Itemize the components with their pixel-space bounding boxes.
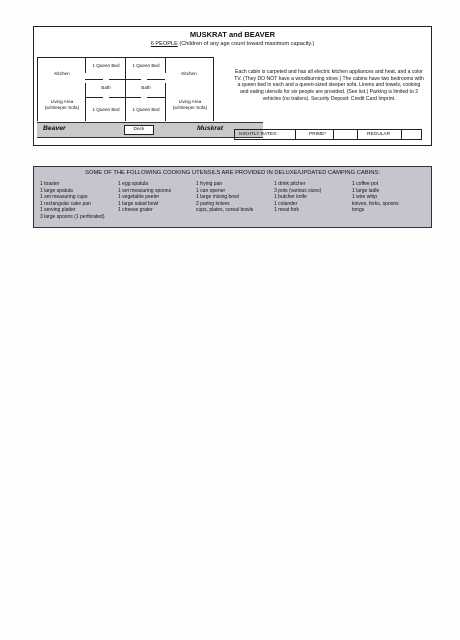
rates-divider	[333, 130, 334, 139]
utensils-heading: SOME OF THE FOLLOWING COOKING UTENSILS ARE PROVIDED IN DELUXE/UPDATED CAMPING CABINS:	[85, 170, 380, 176]
capacity-note: (Children of any age count toward maximum capacity.)	[177, 41, 315, 47]
plan-wall	[213, 57, 214, 121]
muskrat-label: Muskrat	[197, 125, 224, 132]
utensil-item: 1 butcher knife	[274, 194, 307, 200]
utensil-item: 1 can opener	[196, 187, 226, 194]
rates-divider	[357, 130, 358, 139]
utensil-item: 1 drink pitcher	[274, 181, 306, 187]
floor-plan	[37, 57, 263, 165]
room-kitchen-left: Kitchen	[54, 71, 70, 76]
utensil-item: 1 set measuring cups	[40, 194, 88, 200]
utensil-item: 3 pots (various sizes)	[274, 187, 322, 194]
utensils-column-1	[40, 181, 104, 220]
plan-wall	[37, 57, 38, 121]
utensil-item: 1 large ladle	[352, 187, 380, 194]
utensil-item: 1 set measuring spoons	[118, 187, 172, 194]
plan-wall	[147, 79, 165, 80]
plan-wall	[109, 97, 125, 98]
rates-divider	[295, 130, 296, 139]
utensils-column-2	[118, 181, 171, 214]
capacity-line	[34, 41, 431, 47]
cabin-name-bar	[37, 122, 263, 138]
utensils-column-3	[196, 181, 253, 214]
rates-prime: PRIME*	[309, 131, 327, 137]
utensil-item: 1 cheese grater	[118, 207, 153, 213]
utensil-item: 1 rectangular cake pan	[40, 200, 91, 207]
plan-wall	[125, 57, 126, 121]
utensil-item: 2 paring knives	[196, 200, 230, 207]
utensil-item: 1 frying pan	[196, 181, 223, 187]
utensils-card	[33, 166, 432, 228]
plan-wall	[165, 57, 166, 73]
utensil-item: 1 large spatula	[40, 187, 73, 194]
room-kitchen-right: Kitchen	[181, 71, 197, 76]
utensil-item: knives, forks, spoons	[352, 200, 399, 207]
utensil-item: 1 large mixing bowl	[196, 194, 239, 200]
utensil-item: 1 serving platter	[40, 207, 76, 213]
utensil-item: 1 colander	[274, 200, 298, 207]
utensil-item: 1 toaster	[40, 181, 60, 187]
room-bed-top-right: 1 Queen Bed	[132, 63, 160, 68]
room-bath-right: Bath	[141, 85, 151, 90]
cabin-description: Each cabin is carpeted and has all electric kitchen appliances and heat, and a color TV. (They DO NOT have a woodburning stove.) The cabins have two bedrooms with a queen bed in each and a queen-sized sleeper sofa. Linens and towels, cooking and eating utensils for six people are provided. (See list.) Parking is limited to 2 vehicles (no trailers). Security Deposit: Credit Card Imprint.	[234, 69, 424, 102]
plan-wall	[85, 97, 103, 98]
utensil-item: cups, plates, cereal bowls	[196, 207, 254, 213]
room-bed-bottom-right: 1 Queen Bed	[132, 107, 160, 112]
plan-wall	[85, 79, 103, 80]
utensil-item: tongs	[352, 207, 365, 213]
plan-wall	[165, 83, 166, 121]
capacity-emphasis: 6 PEOPLE	[150, 41, 178, 47]
plan-wall	[109, 79, 125, 80]
utensils-column-5	[352, 181, 399, 214]
utensil-item: 1 coffee pot	[352, 181, 379, 187]
room-bed-bottom-left: 1 Queen Bed	[92, 107, 120, 112]
rates-label: NIGHTLY RATES:	[239, 131, 278, 137]
utensil-item: 1 vegetable peeler	[118, 194, 160, 200]
nightly-rates-box	[234, 129, 422, 140]
cabin-info-card	[33, 26, 432, 146]
room-bath-left: Bath	[101, 85, 111, 90]
plan-wall	[147, 97, 165, 98]
utensil-item: 1 meat fork	[274, 207, 300, 213]
rates-regular: REGULAR	[367, 131, 391, 137]
rates-divider	[401, 130, 402, 139]
utensil-item: 1 egg spatula	[118, 181, 149, 187]
plan-wall	[125, 79, 141, 80]
plan-wall	[125, 97, 141, 98]
utensils-column-4	[274, 181, 321, 214]
plan-wall	[85, 57, 86, 73]
beaver-label: Beaver	[43, 125, 66, 132]
cabin-title: MUSKRAT and BEAVER	[189, 30, 276, 39]
utensil-item: 1 large salad bowl	[118, 200, 159, 207]
deck-box: Deck	[124, 125, 154, 135]
utensil-item: 1 wire whip	[352, 194, 378, 200]
plan-wall	[85, 83, 86, 121]
room-living-left: Living Area (w/Sleeper Sofa)	[44, 99, 80, 110]
room-bed-top-left: 1 Queen Bed	[92, 63, 120, 68]
utensil-item: 3 large spoons (1 perforated)	[40, 213, 105, 220]
room-living-right: Living Area (w/Sleeper Sofa)	[172, 99, 208, 110]
